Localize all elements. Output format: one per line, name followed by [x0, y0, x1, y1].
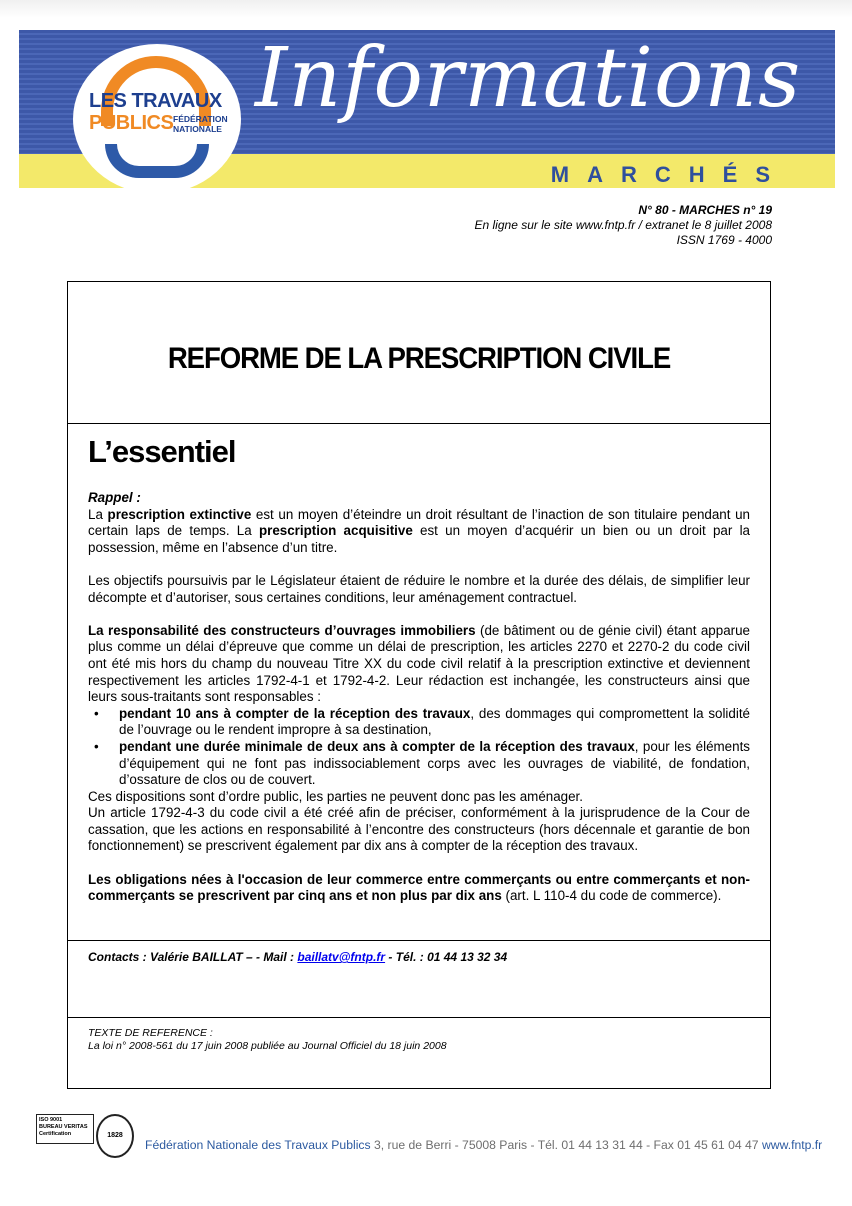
- section-label: MARCHÉS: [550, 162, 788, 187]
- mail-link[interactable]: baillatv@fntp.fr: [297, 950, 386, 964]
- article-title: REFORME DE LA PRESCRIPTION CIVILE: [167, 342, 671, 375]
- contacts-divider: [68, 940, 770, 941]
- section-heading: L’essentiel: [88, 434, 236, 469]
- fntp-logo: [75, 46, 239, 192]
- paragraph-obligations: Les obligations nées à l'occasion de leur commerce entre commerçants ou entre commerçants et non-commerçants se prescrivent par cinq ans et non plus par dix ans (art. L 110-4 du code de commerce).: [88, 871, 750, 904]
- reference-label: TEXTE DE REFERENCE :: [88, 1027, 213, 1039]
- footer-address: Fédération Nationale des Travaux Publics 3, rue de Berri - 75008 Paris - Tél. 01 44 13 31 44 - Fax 01 45 61 04 47 www.fntp.fr: [145, 1138, 823, 1152]
- issue-number: N° 80 - MARCHES n° 19: [638, 203, 772, 217]
- issue-issn: ISSN 1769 - 4000: [676, 233, 772, 247]
- issue-info: [475, 203, 773, 248]
- logo-line1: LES TRAVAUX: [89, 90, 222, 112]
- list-item: • pendant une durée minimale de deux ans à compter de la réception des travaux, pour les éléments d’équipement qui ne font pas indissociablement corps avec les ouvrages de viabilité, de fondation, d’ossature de clos ou de couvert.: [94, 738, 750, 788]
- paragraph-article: Un article 1792-4-3 du code civil a été créé afin de préciser, conformément à la jurisprudence de la Cour de cassation, que les actions en responsabilité à l’encontre des constructeurs (hors décennale et garantie de bon fonctionnement) se prescrivent également par dix ans à compter de la réception des travaux.: [88, 805, 750, 854]
- paragraph-ordre-public: Ces dispositions sont d’ordre public, les parties ne peuvent donc pas les aménager.: [88, 788, 584, 804]
- reference-text: La loi n° 2008-561 du 17 juin 2008 publiée au Journal Officiel du 18 juin 2008: [88, 1040, 447, 1052]
- banner-title: Informations: [255, 31, 802, 126]
- logo-line2: PUBLICS: [89, 112, 174, 134]
- website-link[interactable]: www.fntp.fr: [761, 1138, 823, 1152]
- top-edge: [0, 0, 852, 18]
- certification-logo: [36, 1114, 134, 1158]
- iso-box: ISO 9001 BUREAU VERITAS Certification: [36, 1114, 94, 1144]
- list-item: • pendant 10 ans à compter de la réception des travaux, des dommages qui compromettent la solidité de l’ouvrage ou le rendent impropre à sa destination,: [94, 705, 750, 738]
- issue-online: En ligne sur le site www.fntp.fr / extranet le 8 juillet 2008: [474, 218, 772, 232]
- paragraph-rappel: La prescription extinctive est un moyen d’éteindre un droit résultant de l’inaction de son titulaire pendant un certain laps de temps. La prescription acquisitive est un moyen d’acquérir un bien ou un droit par la possession, même en l’absence d’un titre.: [88, 506, 750, 555]
- paragraph-objectifs: Les objectifs poursuivis par le Législateur étaient de réduire le nombre et la durée des délais, de simplifier leur décompte et d’autoriser, sous certaines conditions, leur aménagement contractuel.: [88, 572, 750, 605]
- paragraph-responsabilite: La responsabilité des constructeurs d’ouvrages immobiliers (de bâtiment ou de génie civil) étant apparue plus comme un délai d’épreuve que comme un délai de prescription, les articles 2270 et 2270-2 du code civil ont été mis hors du champ du nouveau Titre XX du code civil relatif à la prescription extinctive et deviennent respectivement les articles 1792-4-1 et 1792-4-2. Leur rédaction est inchangée, les constructeurs ainsi que leurs sous-traitants sont responsables :: [88, 622, 751, 705]
- article-content: [88, 490, 750, 905]
- bullet-list: [88, 706, 750, 789]
- article-box: [67, 281, 771, 1089]
- bullet-icon: •: [94, 738, 99, 754]
- rappel-label: Rappel :: [88, 490, 141, 505]
- reference-block: [88, 1027, 447, 1053]
- bullet-icon: •: [94, 705, 99, 721]
- bureau-veritas-seal-icon: 1828: [96, 1114, 134, 1158]
- contacts-line: Contacts : Valérie BAILLAT – - Mail : baillatv@fntp.fr - Tél. : 01 44 13 32 34: [88, 950, 508, 964]
- title-divider: [68, 423, 770, 424]
- logo-small-text: FÉDÉRATION NATIONALE: [173, 114, 228, 134]
- reference-divider: [68, 1017, 770, 1018]
- logo-blue-arc: [105, 144, 209, 178]
